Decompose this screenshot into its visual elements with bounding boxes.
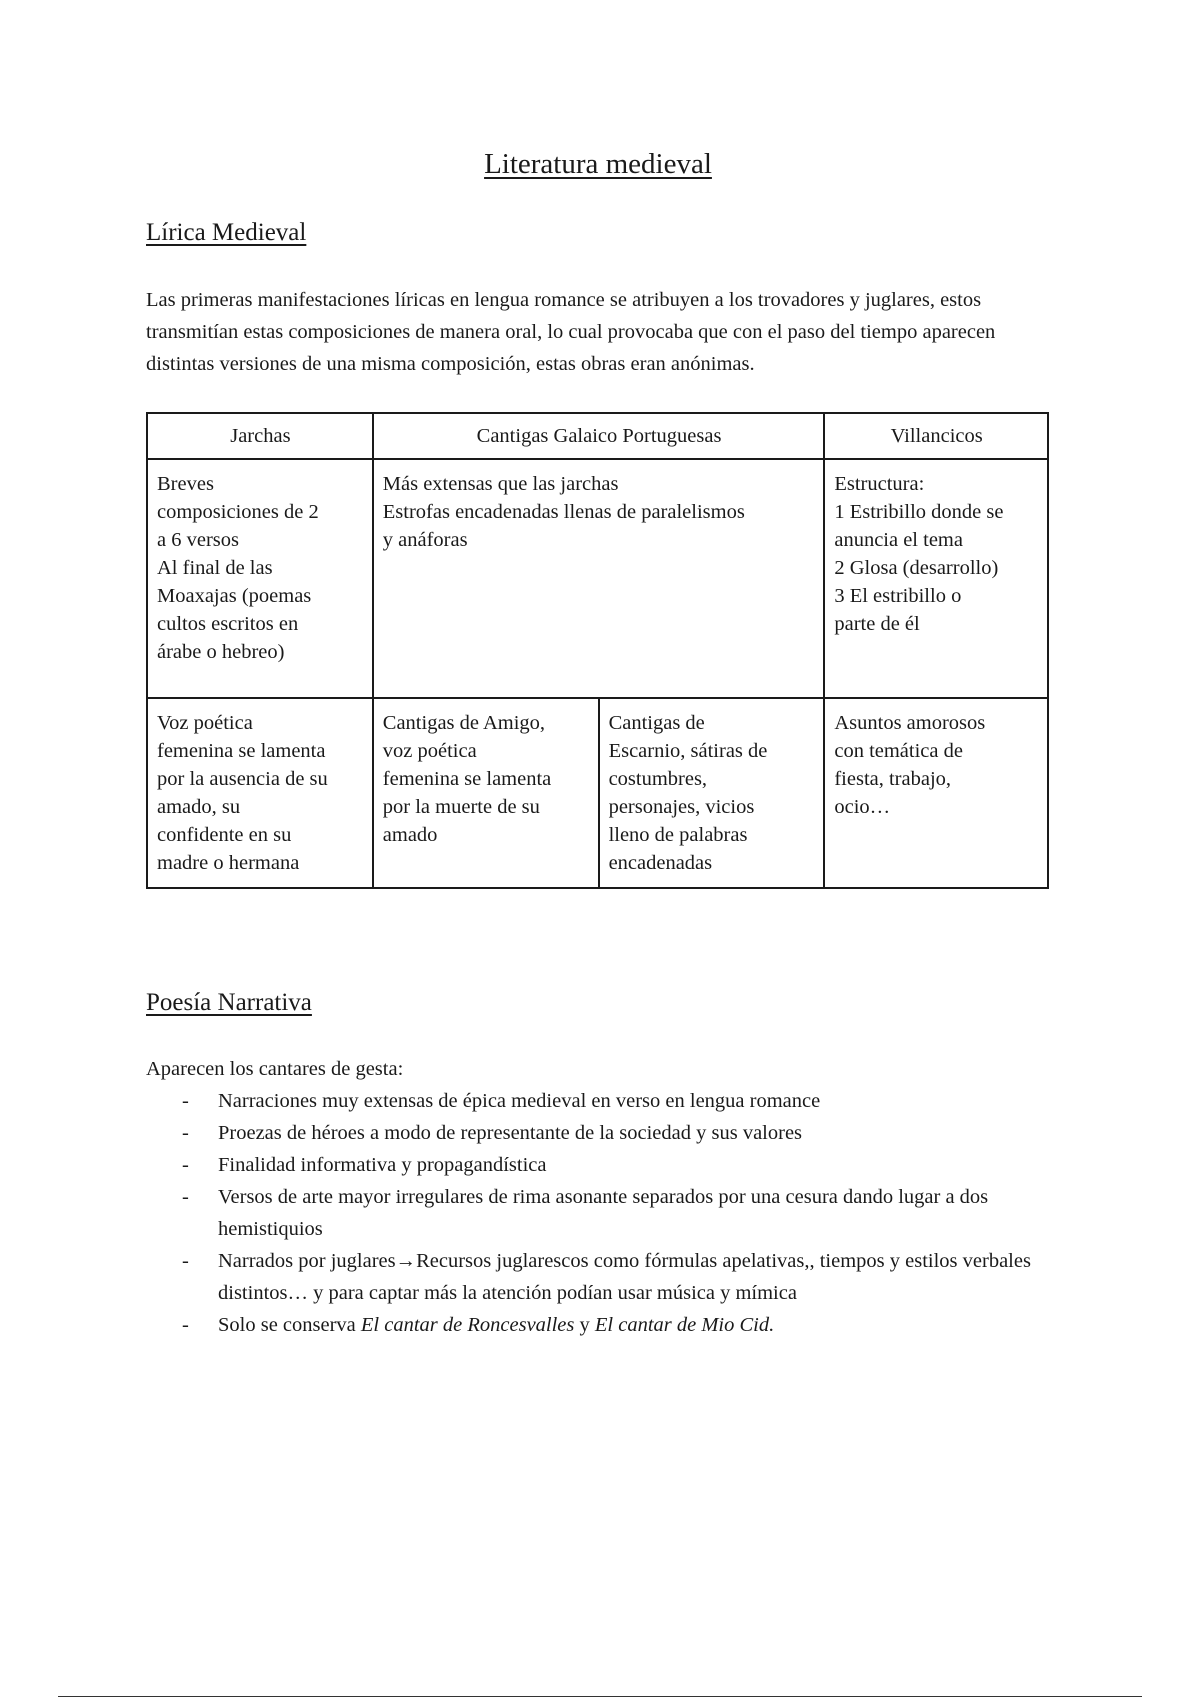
header-cantigas: Cantigas Galaico Portuguesas	[373, 413, 825, 459]
section-heading-lirica: Lírica Medieval	[146, 219, 307, 246]
cell-line: Estrofas encadenadas llenas de paralelismos	[382, 501, 745, 523]
table-row-description	[147, 459, 1048, 698]
list-item	[182, 1117, 1050, 1149]
cell-cantigas-escarnio	[599, 698, 825, 888]
list-item	[182, 1245, 1050, 1309]
cell-line: a 6 versos	[157, 529, 239, 551]
table-row-themes	[147, 698, 1048, 888]
cell-line: cultos escritos en	[157, 613, 299, 635]
bullet-dash: -	[182, 1250, 189, 1272]
cell-line: costumbres,	[608, 768, 708, 790]
cell-line: y anáforas	[382, 529, 468, 551]
cell-line: femenina se lamenta	[382, 768, 552, 790]
cell-line: amado	[382, 824, 438, 846]
list-item	[182, 1149, 1050, 1181]
list-item-prefix: Solo se conserva	[218, 1314, 361, 1336]
page-title: Literatura medieval	[484, 148, 712, 180]
cell-line: por la ausencia de su	[157, 768, 328, 790]
section-heading-narrativa: Poesía Narrativa	[146, 989, 312, 1016]
cell-line: composiciones de 2	[157, 501, 319, 523]
list-item	[182, 1085, 1050, 1117]
cell-jarchas-description	[147, 459, 373, 698]
cell-line: personajes, vicios	[608, 796, 755, 818]
cell-line: voz poética	[382, 740, 477, 762]
cell-line: ocio…	[834, 796, 891, 818]
cell-line: anuncia el tema	[834, 529, 963, 551]
list-item	[182, 1309, 1050, 1341]
bullet-dash: -	[182, 1090, 189, 1112]
cell-villancicos-theme	[824, 698, 1048, 888]
work-title-mio-cid: El cantar de Mio Cid.	[594, 1314, 775, 1336]
cell-line: con temática de	[834, 740, 963, 762]
list-item-text: Narraciones muy extensas de épica medieval en verso en lengua romance	[218, 1090, 821, 1112]
work-title-roncesvalles: El cantar de Roncesvalles	[360, 1314, 575, 1336]
cell-line: Asuntos amorosos	[834, 712, 986, 734]
cell-line: Más extensas que las jarchas	[382, 473, 619, 495]
bullet-dash: -	[182, 1186, 189, 1208]
cell-line: lleno de palabras	[608, 824, 748, 846]
cell-villancicos-description	[824, 459, 1048, 698]
list-item-connector: y	[574, 1314, 595, 1336]
bullet-dash: -	[182, 1154, 189, 1176]
cell-line: Moaxajas (poemas	[157, 585, 312, 607]
cell-cantigas-amigo	[373, 698, 599, 888]
cell-line: madre o hermana	[157, 852, 300, 874]
list-item-text: Narrados por juglares→Recursos juglarescos como fórmulas apelativas,, tiempos y estilos verbales distintos… y para captar más la atención podían usar música y mímica	[218, 1250, 1031, 1304]
cell-line: parte de él	[834, 613, 920, 635]
cantares-list	[146, 1085, 1050, 1341]
bullet-dash: -	[182, 1314, 189, 1336]
document-page	[146, 140, 1050, 1341]
lyric-forms-table	[146, 412, 1049, 889]
lirica-intro-paragraph: Las primeras manifestaciones líricas en lengua romance se atribuyen a los trovadores y juglares, estos transmitían estas composiciones de manera oral, lo cual provocaba que con el paso del tiempo aparecen distintas versiones de una misma composición, estas obras eran anónimas.	[146, 289, 996, 375]
header-jarchas: Jarchas	[147, 413, 373, 459]
cell-jarchas-theme	[147, 698, 373, 888]
cell-line: Cantigas de	[608, 712, 705, 734]
list-item	[182, 1181, 1050, 1245]
header-villancicos: Villancicos	[824, 413, 1048, 459]
cell-line: confidente en su	[157, 824, 292, 846]
cell-line: Estructura:	[834, 473, 925, 495]
cell-line: encadenadas	[608, 852, 713, 874]
cell-line: 1 Estribillo donde se	[834, 501, 1004, 523]
cell-cantigas-description	[373, 459, 825, 698]
footer-divider	[58, 1696, 1142, 1697]
list-item-text: Proezas de héroes a modo de representante de la sociedad y sus valores	[218, 1122, 803, 1144]
cell-line: Breves	[157, 473, 214, 495]
cell-line: 3 El estribillo o	[834, 585, 962, 607]
cell-line: Voz poética	[157, 712, 253, 734]
narrativa-intro: Aparecen los cantares de gesta:	[146, 1058, 404, 1080]
cell-line: amado, su	[157, 796, 241, 818]
cell-line: Cantigas de Amigo,	[382, 712, 546, 734]
bullet-dash: -	[182, 1122, 189, 1144]
list-item-text: Finalidad informativa y propagandística	[218, 1154, 547, 1176]
cell-line: Escarnio, sátiras de	[608, 740, 768, 762]
cell-line: Al final de las	[157, 557, 273, 579]
table-header-row	[147, 413, 1048, 459]
list-item-text: Versos de arte mayor irregulares de rima asonante separados por una cesura dando lugar a dos hemistiquios	[218, 1186, 989, 1240]
cell-line: fiesta, trabajo,	[834, 768, 952, 790]
cell-line: 2 Glosa (desarrollo)	[834, 557, 999, 579]
cell-line: árabe o hebreo)	[157, 641, 285, 663]
cell-line: por la muerte de su	[382, 796, 540, 818]
cell-line: femenina se lamenta	[157, 740, 326, 762]
